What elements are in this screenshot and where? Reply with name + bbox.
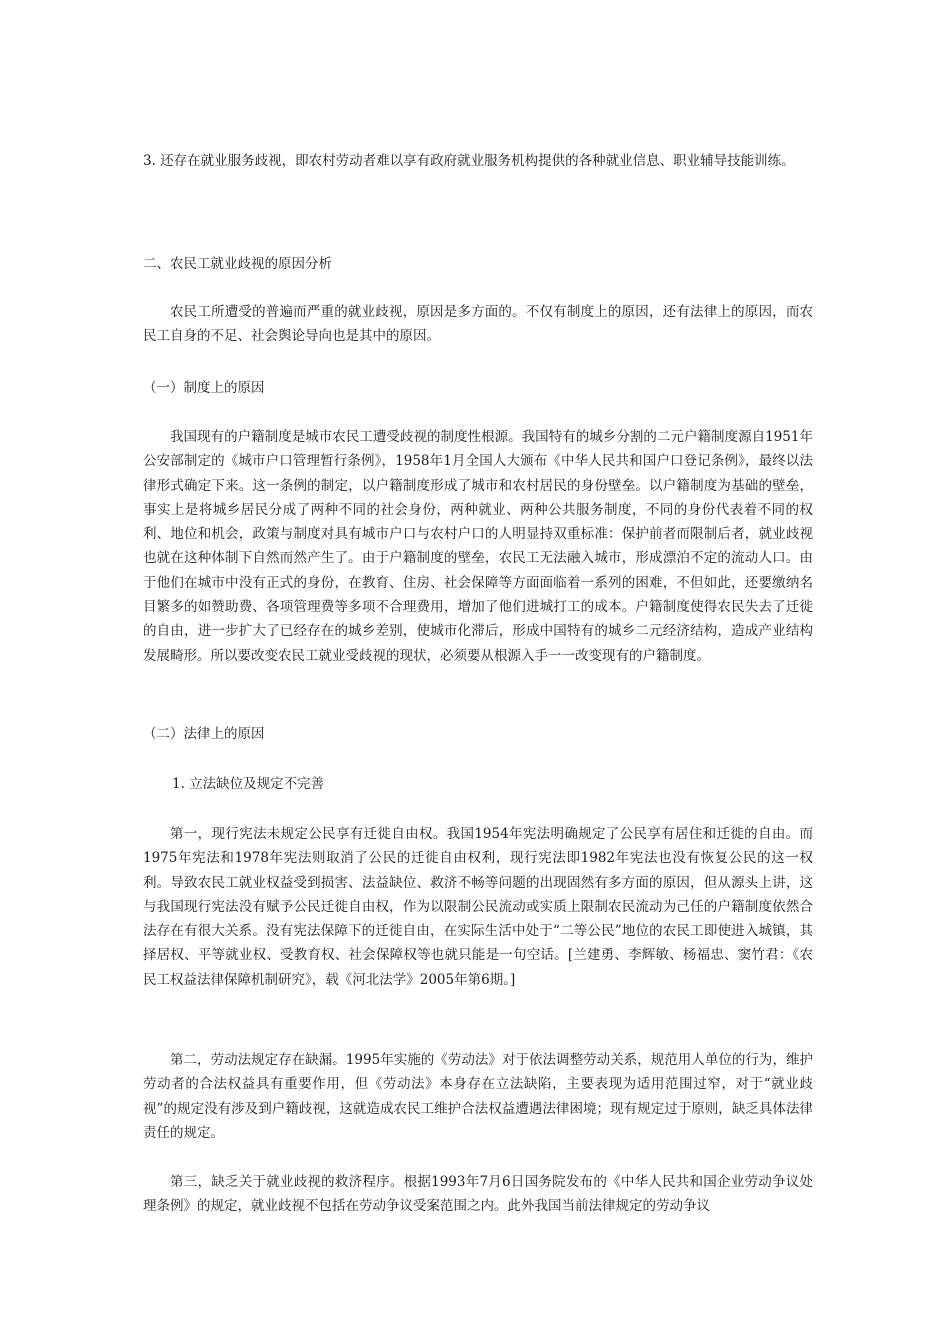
paragraph-third-remedy: 第三，缺乏关于就业歧视的救济程序。根据1993年7月6日国务院发布的《中华人民共和国企业劳动争议处理条例》的规定，就业歧视不包括在劳动争议受案范围之内。此外我国当前法律规定的劳动争议 (143, 1174, 813, 1215)
paragraph-first-constitution: 第一，现行宪法未规定公民享有迁徙自由权。我国1954年宪法明确规定了公民享有居住和迁徙的自由。而1975年宪法和1978年宪法则取消了公民的迁徙自由权利，现行宪法即1982年宪法也没有恢复公民的这一权利。导致农民工就业权益受到损害、法益缺位、救济不畅等问题的出现固然有多方面的原因，但从源头上讲，这与我国现行宪法没有赋予公民迁徙自由权，作为以限制公民流动或实质上限制农民流动为己任的户籍制度依然合法存在有很大关系。没有宪法保障下的迁徙自由，在实际生活中处于“二等公民”地位的农民工即使进入城镇，其择居权、平等就业权、受教育权、社会保障权等也就只能是一句空话。[兰建勇、李辉敏、杨福忠、窦竹君：《农民工权益法律保障机制研究》，载《河北法学》2005年第6期。] (143, 826, 813, 988)
item-heading-legislative-gaps: 1. 立法缺位及规定不完善 (172, 776, 325, 792)
paragraph-second-labor-law: 第二，劳动法规定存在缺漏。1995年实施的《劳动法》对于依法调整劳动关系，规范用人单位的行为，维护劳动者的合法权益具有重要作用，但《劳动法》本身存在立法缺陷，主要表现为适用范围过窄，对于“就业歧视”的规定没有涉及到户籍歧视，这就造成农民工维护合法权益遭遇法律困境；现有规定过于原则，缺乏具体法律责任的规定。 (143, 1052, 813, 1141)
subsection-heading-1: （一）制度上的原因 (143, 380, 265, 396)
paragraph-institutional-causes: 我国现有的户籍制度是城市农民工遭受歧视的制度性根源。我国特有的城乡分割的二元户籍制度源自1951年公安部制定的《城市户口管理暂行条例》，1958年1月全国人大颁布《中华人民共和国户口登记条例》，最终以法律形式确定下来。这一条例的制定，以户籍制度形成了城市和农村居民的身份壁垒。以户籍制度为基础的壁垒，事实上是将城乡居民分成了两种不同的社会身份，两种就业、两种公共服务制度，不同的身份代表着不同的权利、地位和机会，政策与制度对具有城市户口与农村户口的人明显持双重标准：保护前者而限制后者，就业歧视也就在这种体制下自然而然产生了。由于户籍制度的壁垒，农民工无法融入城市，形成漂泊不定的流动人口。由于他们在城市中没有正式的身份，在教育、住房、社会保障等方面面临着一系列的困难，不但如此，还要缴纳名目繁多的如赞助费、各项管理费等多项不合理费用，增加了他们进城打工的成本。户籍制度使得农民失去了迁徙的自由，进一步扩大了已经存在的城乡差别，使城市化滞后，形成中国特有的城乡二元经济结构，造成产业结构发展畸形。所以要改变农民工就业受歧视的现状，必须要从根源入手一一改变现有的户籍制度。 (143, 429, 813, 664)
section-heading-2: 二、农民工就业歧视的原因分析 (143, 256, 332, 272)
paragraph-item-3: 3. 还存在就业服务歧视，即农村劳动者难以享有政府就业服务机构提供的各种就业信息、职业辅导技能训练。 (143, 153, 795, 169)
paragraph-section2-intro: 农民工所遭受的普遍而严重的就业歧视，原因是多方面的。不仅有制度上的原因，还有法律上的原因，而农民工自身的不足、社会舆论导向也是其中的原因。 (143, 304, 813, 345)
subsection-heading-2: （二）法律上的原因 (143, 726, 265, 742)
